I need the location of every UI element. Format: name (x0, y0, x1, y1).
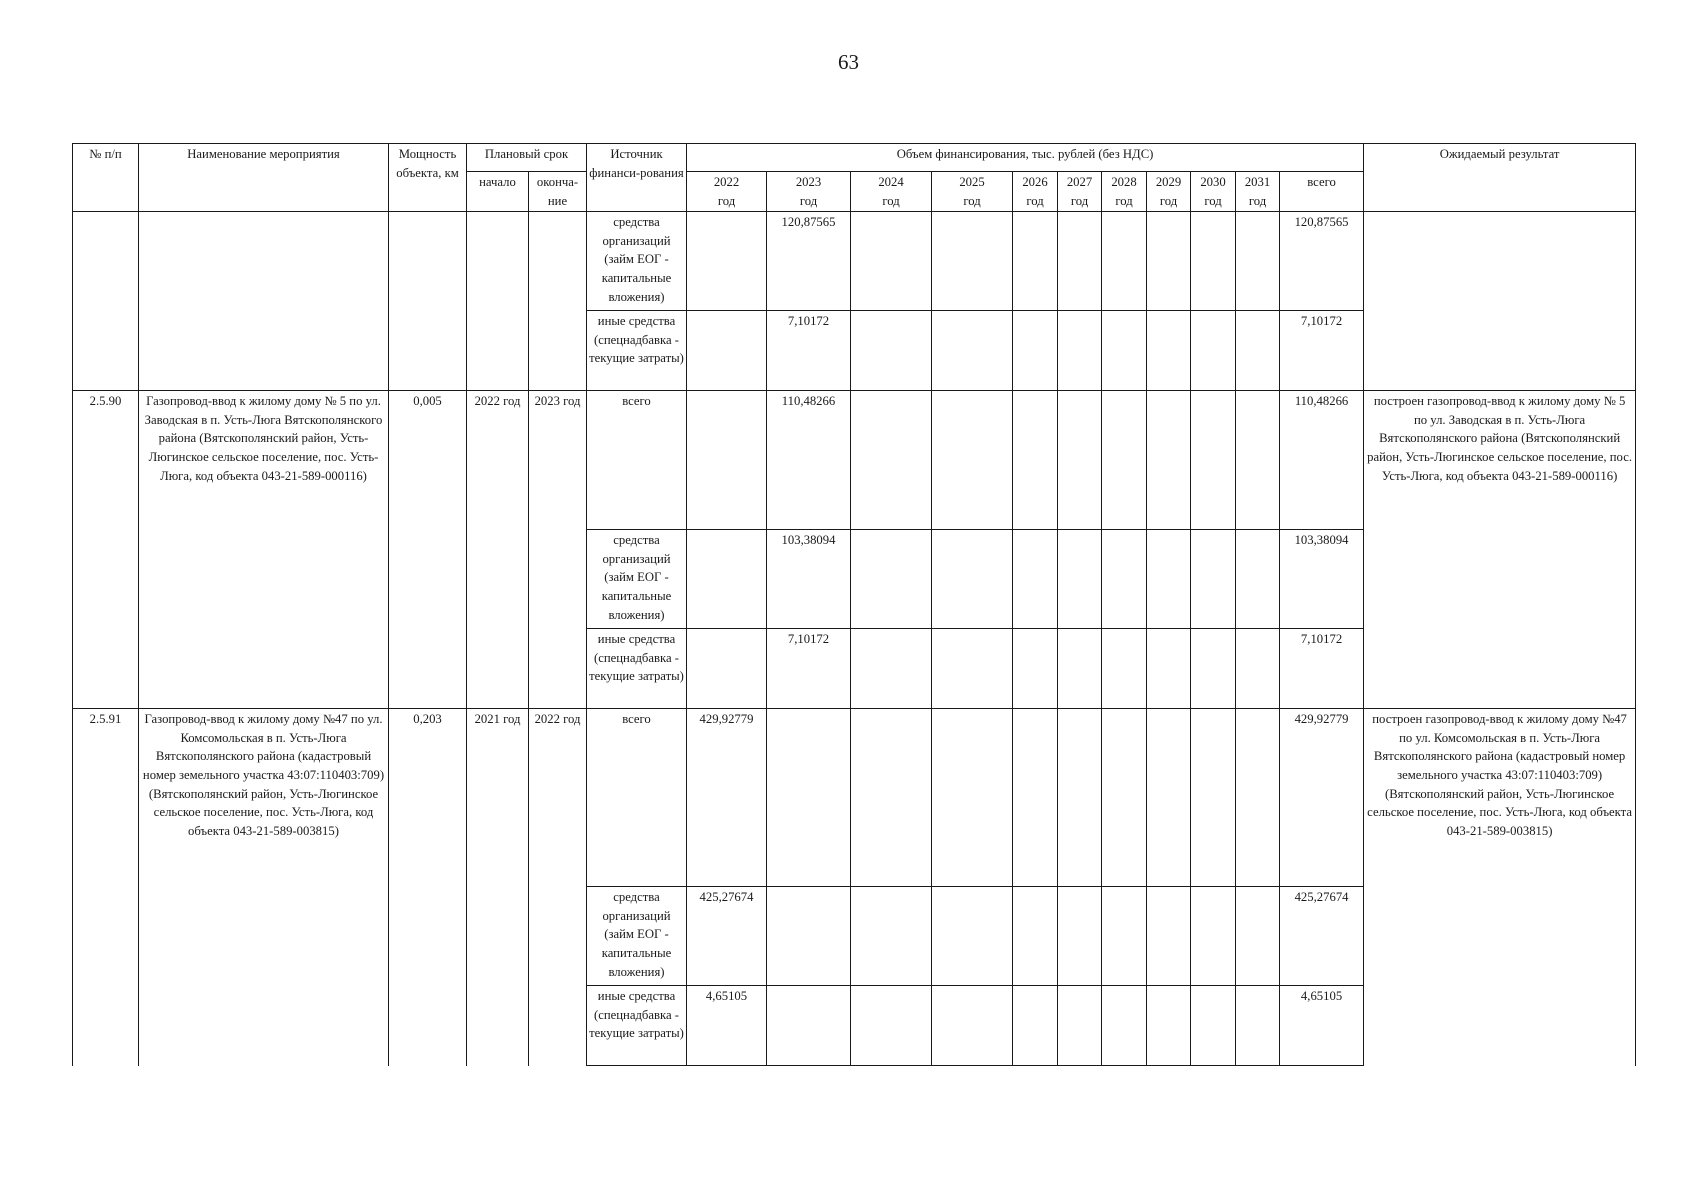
cell-value (1058, 887, 1102, 986)
cell-value (851, 530, 932, 629)
header-year: 2023 год (767, 172, 851, 212)
cell-power (389, 212, 467, 391)
cell-value (1102, 391, 1147, 530)
cell-value (1102, 709, 1147, 887)
cell-result: построен газопровод-ввод к жилому дому №47 по ул. Комсомольская в п. Усть-Люга Вятскополянского района (кадастровый номер земельного участка 43:07:110403:709) (Вятскополянский район, Усть-Люгинское сельское поселение, пос. Усть-Люга, код объекта 043-21-589-003815) (1364, 709, 1636, 1066)
cell-value (1236, 530, 1280, 629)
cell-name: Газопровод-ввод к жилому дому № 5 по ул. Заводская в п. Усть-Люга Вятскополянского района (Вятскополянский район, Усть-Люгинское сельское поселение, пос. Усть-Люга, код объекта 043-21-589-000116) (139, 391, 389, 709)
cell-end: 2022 год (529, 709, 587, 1066)
cell-end (529, 212, 587, 391)
page-number: 63 (838, 50, 859, 74)
cell-value: 429,92779 (687, 709, 767, 887)
cell-value (1058, 629, 1102, 709)
cell-value: 120,87565 (767, 212, 851, 311)
cell-value (1147, 986, 1191, 1066)
cell-value (1236, 986, 1280, 1066)
cell-value (932, 629, 1013, 709)
cell-value (1191, 212, 1236, 311)
cell-value (1147, 311, 1191, 391)
cell-value (1013, 629, 1058, 709)
cell-value (687, 311, 767, 391)
cell-value: 103,38094 (767, 530, 851, 629)
header-total: всего (1280, 172, 1364, 212)
header-year: 2025 год (932, 172, 1013, 212)
cell-total: 7,10172 (1280, 629, 1364, 709)
header-year: 2022 год (687, 172, 767, 212)
cell-value (1147, 391, 1191, 530)
cell-result: построен газопровод-ввод к жилому дому № 5 по ул. Заводская в п. Усть-Люга Вятскополянского района (Вятскополянский район, Усть-Люгинское сельское поселение, пос. Усть-Люга, код объекта 043-21-589-000116) (1364, 391, 1636, 709)
cell-value (851, 986, 932, 1066)
cell-total: 429,92779 (1280, 709, 1364, 887)
cell-value (1102, 986, 1147, 1066)
cell-value: 4,65105 (687, 986, 767, 1066)
cell-value (1191, 311, 1236, 391)
cell-value (1013, 391, 1058, 530)
cell-value (932, 986, 1013, 1066)
cell-start: 2021 год (467, 709, 529, 1066)
header-end: оконча-ние (529, 172, 587, 212)
cell-value (1013, 887, 1058, 986)
cell-value (1236, 709, 1280, 887)
cell-value (932, 391, 1013, 530)
cell-value (687, 391, 767, 530)
table-row (73, 391, 1636, 530)
cell-value (1147, 530, 1191, 629)
cell-value (1013, 212, 1058, 311)
header-term: Плановый срок (467, 144, 587, 172)
cell-value (1102, 212, 1147, 311)
cell-value: 110,48266 (767, 391, 851, 530)
cell-source: иные средства (спецнадбавка - текущие затраты) (587, 311, 687, 391)
cell-end: 2023 год (529, 391, 587, 709)
header-source: Источник финанси-рования (587, 144, 687, 212)
cell-num (73, 212, 139, 391)
cell-total: 120,87565 (1280, 212, 1364, 311)
cell-value (1147, 709, 1191, 887)
header-year: 2028 год (1102, 172, 1147, 212)
cell-value (687, 212, 767, 311)
cell-value (1058, 311, 1102, 391)
cell-value (1058, 391, 1102, 530)
cell-source: средства организаций (займ ЕОГ - капитальные вложения) (587, 530, 687, 629)
cell-value: 7,10172 (767, 311, 851, 391)
cell-total: 7,10172 (1280, 311, 1364, 391)
cell-value (1191, 887, 1236, 986)
cell-source: всего (587, 391, 687, 530)
cell-value (1058, 986, 1102, 1066)
cell-value (1013, 709, 1058, 887)
cell-total: 425,27674 (1280, 887, 1364, 986)
cell-value (687, 629, 767, 709)
cell-source: средства организаций (займ ЕОГ - капитальные вложения) (587, 887, 687, 986)
cell-num: 2.5.90 (73, 391, 139, 709)
header-year: 2031 год (1236, 172, 1280, 212)
cell-value (1191, 986, 1236, 1066)
cell-value (851, 391, 932, 530)
cell-value (1236, 629, 1280, 709)
cell-value (1236, 887, 1280, 986)
header-power: Мощность объекта, км (389, 144, 467, 212)
cell-value (851, 311, 932, 391)
cell-value (1191, 530, 1236, 629)
cell-value: 7,10172 (767, 629, 851, 709)
cell-value (1102, 887, 1147, 986)
cell-value (1147, 212, 1191, 311)
cell-source: иные средства (спецнадбавка - текущие затраты) (587, 629, 687, 709)
cell-value (687, 530, 767, 629)
header-start: начало (467, 172, 529, 212)
cell-name: Газопровод-ввод к жилому дому №47 по ул. Комсомольская в п. Усть-Люга Вятскополянского района (кадастровый номер земельного участка 43:07:110403:709) (Вятскополянский район, Усть-Люгинское сельское поселение, пос. Усть-Люга, код объекта 043-21-589-003815) (139, 709, 389, 1066)
cell-value (1058, 530, 1102, 629)
cell-value (1147, 887, 1191, 986)
cell-value (1236, 311, 1280, 391)
cell-source: иные средства (спецнадбавка - текущие затраты) (587, 986, 687, 1066)
cell-value (767, 709, 851, 887)
cell-start (467, 212, 529, 391)
cell-result (1364, 212, 1636, 391)
cell-start: 2022 год (467, 391, 529, 709)
cell-power: 0,203 (389, 709, 467, 1066)
cell-value (1191, 629, 1236, 709)
cell-value (851, 887, 932, 986)
cell-value (932, 530, 1013, 629)
cell-value (932, 887, 1013, 986)
header-volume: Объем финансирования, тыс. рублей (без НДС) (687, 144, 1364, 172)
header-name: Наименование мероприятия (139, 144, 389, 212)
header-year: 2026 год (1013, 172, 1058, 212)
cell-value (1013, 530, 1058, 629)
table-row (73, 709, 1636, 887)
cell-total: 110,48266 (1280, 391, 1364, 530)
cell-power: 0,005 (389, 391, 467, 709)
cell-value (1191, 709, 1236, 887)
table-row (73, 212, 1636, 311)
cell-value (851, 709, 932, 887)
cell-value (1013, 986, 1058, 1066)
cell-value (1058, 212, 1102, 311)
cell-value (932, 709, 1013, 887)
cell-value (1147, 629, 1191, 709)
header-result: Ожидаемый результат (1364, 144, 1636, 212)
cell-value (932, 311, 1013, 391)
header-year: 2029 год (1147, 172, 1191, 212)
cell-name (139, 212, 389, 391)
cell-value (1058, 709, 1102, 887)
cell-value: 425,27674 (687, 887, 767, 986)
cell-total: 103,38094 (1280, 530, 1364, 629)
header-year: 2027 год (1058, 172, 1102, 212)
cell-value (1236, 391, 1280, 530)
cell-source: всего (587, 709, 687, 887)
header-year: 2024 год (851, 172, 932, 212)
cell-source: средства организаций (займ ЕОГ - капитальные вложения) (587, 212, 687, 311)
header-year: 2030 год (1191, 172, 1236, 212)
cell-value (1102, 530, 1147, 629)
table-header (73, 144, 1636, 212)
cell-value (851, 212, 932, 311)
cell-value (932, 212, 1013, 311)
cell-value (1102, 629, 1147, 709)
cell-value (851, 629, 932, 709)
cell-num: 2.5.91 (73, 709, 139, 1066)
header-num: № п/п (73, 144, 139, 212)
cell-value (1102, 311, 1147, 391)
cell-value (1013, 311, 1058, 391)
cell-value (767, 887, 851, 986)
cell-value (1236, 212, 1280, 311)
cell-value (1191, 391, 1236, 530)
cell-value (767, 986, 851, 1066)
cell-total: 4,65105 (1280, 986, 1364, 1066)
financing-table (72, 143, 1636, 1066)
